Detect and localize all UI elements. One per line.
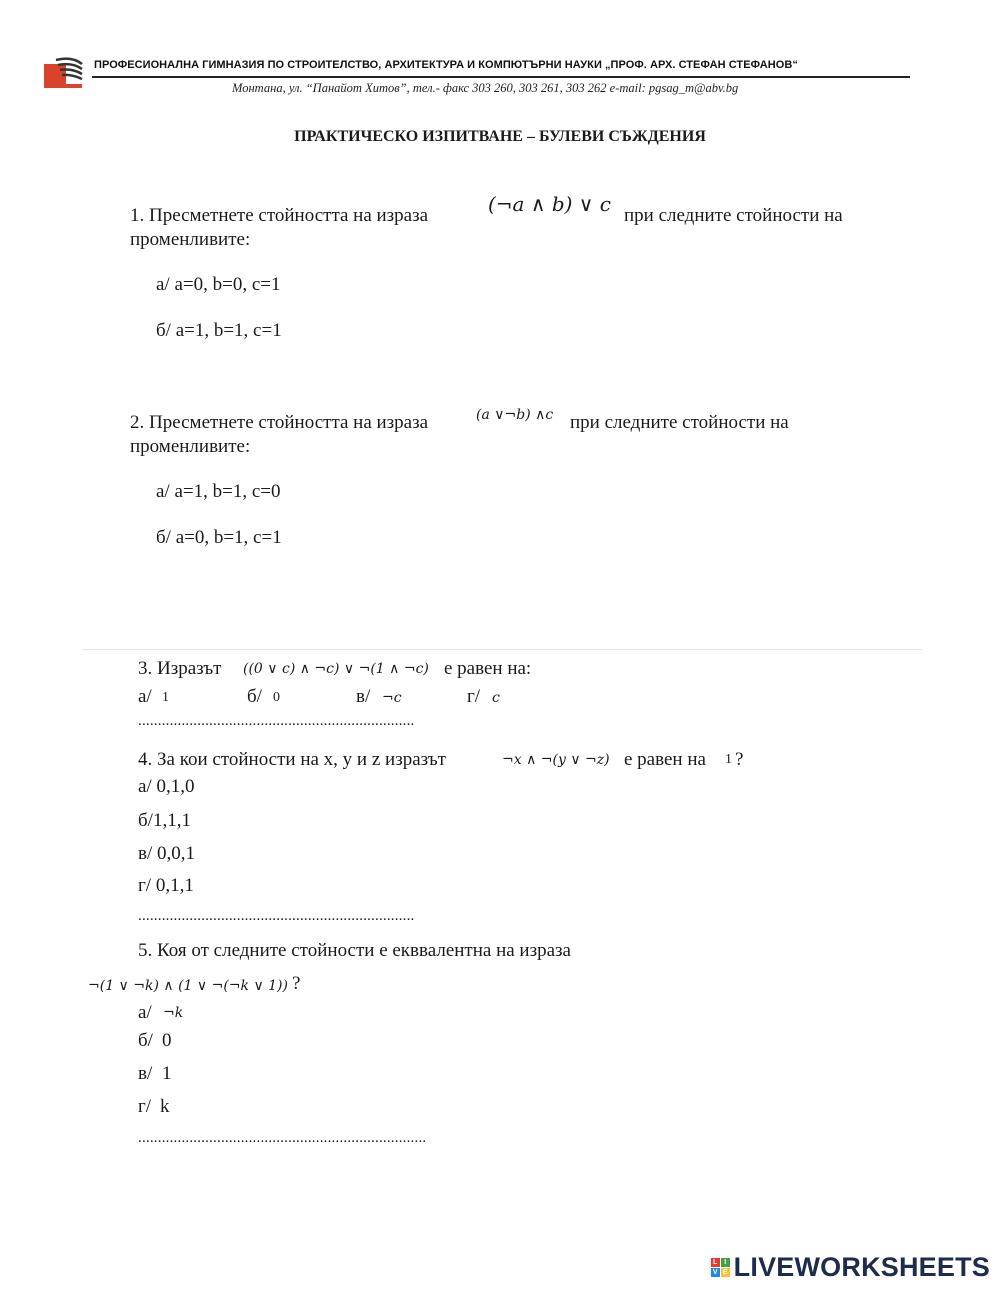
block-l: L — [711, 1258, 720, 1267]
q2-text-line2: променливите: — [130, 436, 251, 457]
q2-text-after: при следните стойности на — [570, 412, 789, 433]
q1-text-line2: променливите: — [130, 229, 251, 250]
q4-option-a: а/ 0,1,0 — [138, 776, 195, 797]
q3-option-d-label: г/ — [467, 686, 481, 707]
block-v: V — [711, 1268, 720, 1277]
q3-option-c-label: в/ — [356, 686, 371, 707]
section-divider — [82, 649, 922, 650]
q3-answer-line[interactable]: ...................................................................... — [138, 713, 415, 729]
block-i: I — [721, 1258, 730, 1267]
liveworksheets-blocks-icon — [711, 1258, 730, 1277]
q5-option-b-label: б/ — [138, 1030, 153, 1051]
q5-option-d-value: k — [160, 1096, 170, 1117]
q4-text: 4. За кои стойности на x, y и z изразът — [138, 749, 446, 770]
block-e: E — [721, 1268, 730, 1277]
q3-option-b-label: б/ — [247, 686, 262, 707]
liveworksheets-text: LIVEWORKSHEETS — [733, 1252, 990, 1282]
q4-option-d: г/ 0,1,1 — [138, 875, 194, 896]
q2-option-b: б/ a=0, b=1, c=1 — [156, 527, 282, 548]
q5-text: 5. Коя от следните стойности е екввалентна на израза — [138, 940, 571, 961]
q2-expression: (a ∨¬b) ∧c — [476, 407, 554, 423]
q3-text-after: е равен на: — [444, 658, 532, 679]
q5-option-a-label: а/ — [138, 1002, 152, 1023]
q4-answer-line[interactable]: ...................................................................... — [138, 908, 415, 924]
q5-question-mark: ? — [292, 973, 301, 994]
q1-option-b: б/ a=1, b=1, c=1 — [156, 320, 282, 341]
q1-option-a: а/ a=0, b=0, c=1 — [156, 274, 281, 295]
school-logo-icon — [42, 56, 86, 90]
q5-option-d-label: г/ — [138, 1096, 152, 1117]
q1-text-after: при следните стойности на — [624, 205, 843, 226]
page-title: ПРАКТИЧЕСКО ИЗПИТВАНЕ – БУЛЕВИ СЪЖДЕНИЯ — [294, 128, 706, 145]
school-name: ПРОФЕСИОНАЛНА ГИМНАЗИЯ ПО СТРОИТЕЛСТВО, АРХИТЕКТУРА И КОМПЮТЪРНИ НАУКИ „ПРОФ. АРХ. СТЕФАН СТЕФАНОВ“ — [94, 59, 798, 71]
q2-option-a: а/ a=1, b=1, c=0 — [156, 481, 281, 502]
q4-option-b: б/1,1,1 — [138, 810, 191, 831]
q4-question-mark: ? — [735, 749, 744, 770]
q5-expression: ¬(1 ∨ ¬k) ∧ (1 ∨ ¬(¬k ∨ 1)) — [88, 978, 288, 994]
q3-text: 3. Изразът — [138, 658, 222, 679]
q1-expression: (¬a ∧ b) ∨ c — [488, 192, 611, 216]
q3-option-a-value: 1 — [162, 690, 169, 705]
q5-option-a-value: ¬k — [163, 1005, 184, 1021]
q3-expression: ((0 ∨ c) ∧ ¬c) ∨ ¬(1 ∧ ¬c) — [243, 661, 429, 677]
q5-option-b-value: 0 — [162, 1030, 172, 1051]
q3-option-b-value: 0 — [273, 690, 280, 705]
q5-option-c-label: в/ — [138, 1063, 153, 1084]
q4-text-after-value: 1 — [725, 752, 732, 767]
q3-option-c-value: ¬c — [382, 690, 402, 706]
liveworksheets-logo[interactable] — [711, 1252, 990, 1283]
q3-option-d-value: c — [492, 690, 500, 706]
q3-option-a-label: а/ — [138, 686, 152, 707]
school-address: Монтана, ул. “Панайот Хитов”, тел.- факс 303 260, 303 261, 303 262 e-mail: pgsag_m@abv.bg — [232, 81, 739, 95]
q4-expression: ¬x ∧ ¬(y ∨ ¬z) — [502, 752, 610, 768]
q1-text: 1. Пресметнете стойността на израза — [130, 205, 429, 226]
header-divider — [92, 76, 910, 78]
q5-option-c-value: 1 — [162, 1063, 172, 1084]
q5-answer-line[interactable]: ......................................................................... — [138, 1130, 427, 1146]
q2-text: 2. Пресметнете стойността на израза — [130, 412, 429, 433]
q4-text-after: е равен на — [624, 749, 706, 770]
q4-option-c: в/ 0,0,1 — [138, 843, 195, 864]
